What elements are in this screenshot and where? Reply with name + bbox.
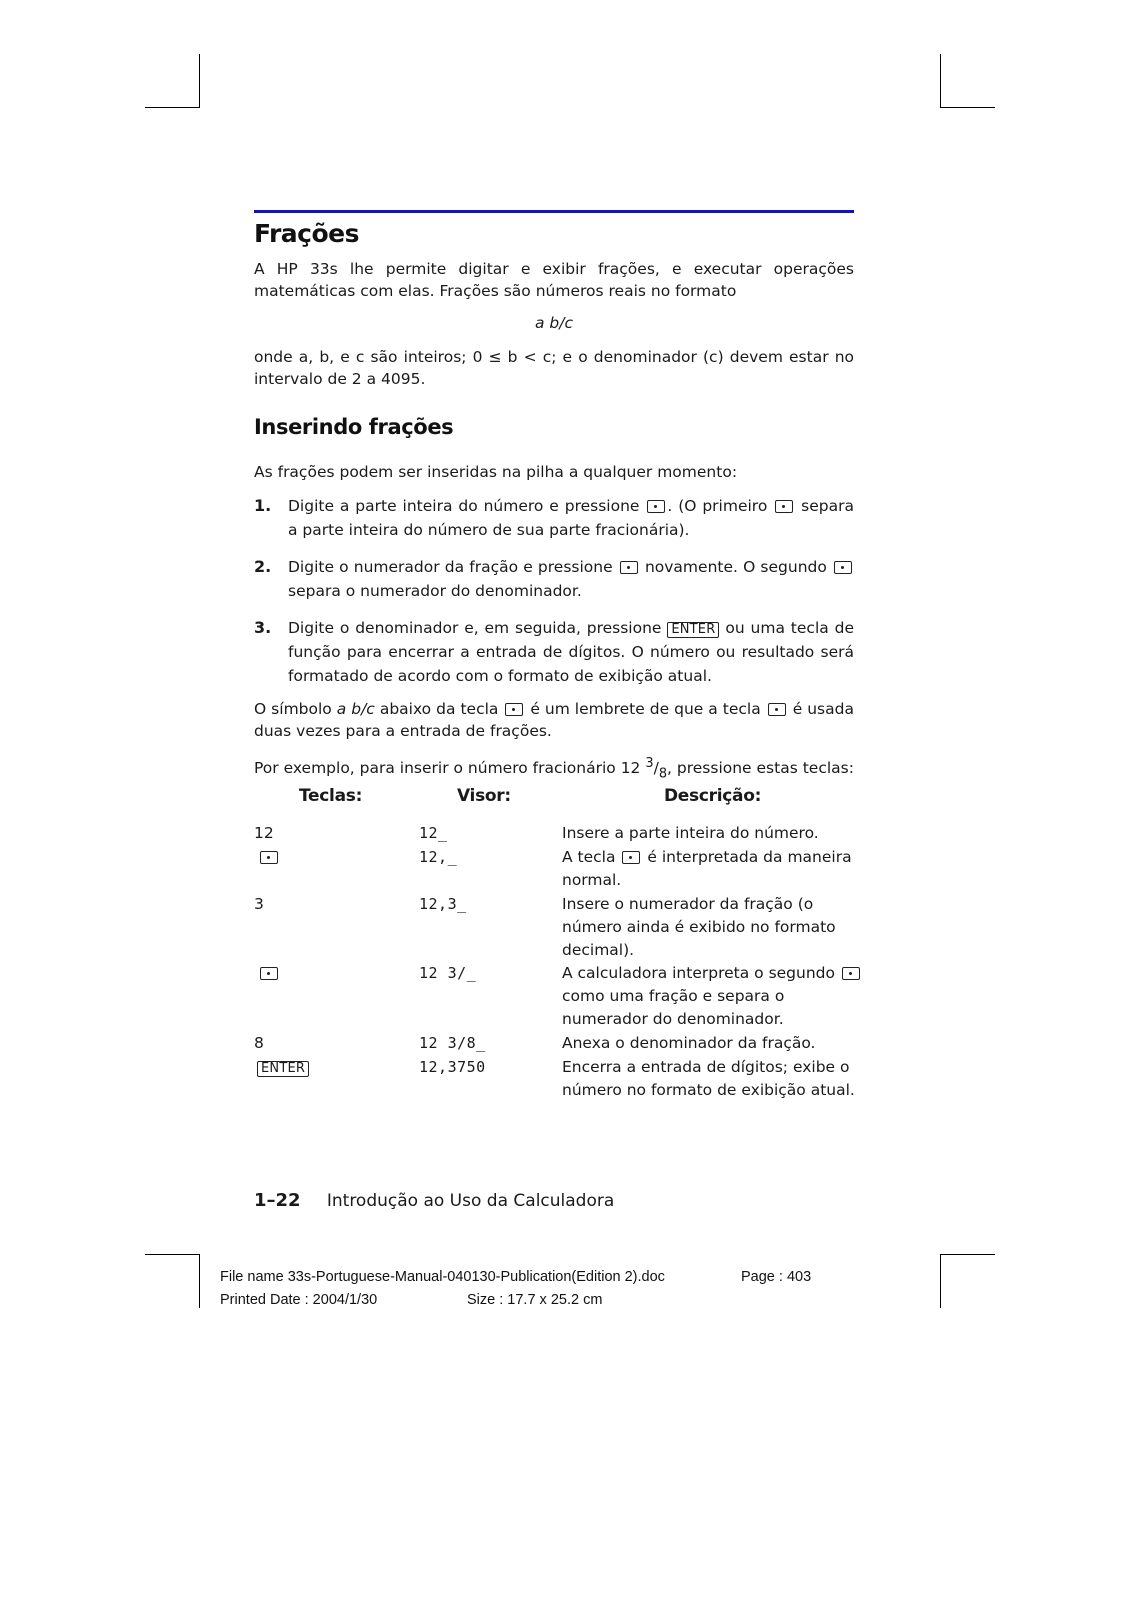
desc-text: como uma fração e separa o numerador do denominador. (562, 987, 785, 1028)
crop-mark (940, 107, 995, 108)
crop-mark (940, 1254, 995, 1255)
page-content (254, 210, 855, 1099)
enter-key-icon: ENTER (257, 1061, 309, 1077)
step-text: Digite o numerador da fração e pressione (288, 558, 613, 576)
step-text: Digite o denominador e, em seguida, pressione (288, 619, 662, 637)
table-key: 8 (254, 1034, 264, 1052)
crop-mark (940, 1254, 941, 1308)
decimal-key-icon (775, 500, 793, 513)
table-display: 12_ (419, 824, 448, 842)
table-display: 12 3/8_ (419, 1034, 486, 1052)
step-number: 2. (254, 557, 272, 576)
table-description: Insere o numerador da fração (o número ainda é exibido no formato decimal). (562, 895, 836, 959)
crop-mark (145, 107, 200, 108)
note-text: O símbolo (254, 700, 332, 718)
table-display: 12,_ (419, 848, 458, 866)
chapter-title: Introdução ao Uso da Calculadora (326, 1191, 615, 1211)
step-text: novamente. O segundo (644, 558, 827, 576)
desc-text: A tecla (562, 848, 616, 866)
decimal-key-icon (768, 703, 786, 716)
table-description: Insere a parte inteira do número. (562, 824, 819, 842)
step-text: . (O primeiro (667, 497, 768, 515)
example-text: Por exemplo, para inserir o número fracionário 12 (254, 759, 641, 778)
table-display: 12,3_ (419, 895, 467, 913)
step-text: separa a parte inteira do número de sua parte fracionária). (288, 497, 854, 539)
step-2 (288, 555, 854, 603)
decimal-key-icon (622, 851, 640, 864)
section-rule (254, 210, 854, 213)
table-key (258, 962, 280, 985)
decimal-key-icon (647, 500, 665, 513)
page-footer (254, 1190, 614, 1211)
file-name: File name 33s-Portuguese-Manual-040130-Publication(Edition 2).doc (220, 1269, 665, 1285)
table-description (562, 846, 862, 892)
step-1 (288, 494, 854, 542)
step-text: ou uma tecla de função para encerrar a entrada de dígitos. O número ou resultado será formatado de acordo com o formato de exibição atual. (288, 619, 854, 685)
step-text: separa o numerador do denominador. (288, 582, 582, 600)
step-3 (288, 616, 854, 688)
page-number: 1–22 (254, 1190, 301, 1211)
step-number: 3. (254, 618, 272, 637)
table-key (258, 846, 280, 869)
decimal-key-icon (842, 967, 860, 980)
crop-mark (199, 1254, 200, 1308)
decimal-key-icon (834, 561, 852, 574)
table-key: 3 (254, 895, 264, 913)
header-display: Visor: (457, 786, 511, 806)
fraction-numerator: 3 (645, 756, 654, 771)
subsection-title: Inserindo frações (254, 415, 454, 439)
enter-key-icon: ENTER (667, 622, 719, 638)
symbol-note (254, 698, 854, 742)
note-text: abaixo da tecla (379, 700, 499, 718)
header-description: Descrição: (664, 786, 762, 806)
table-description (562, 962, 862, 1031)
fraction-formula: a b/c (534, 314, 573, 332)
paper-size: Size : 17.7 x 25.2 cm (467, 1292, 603, 1308)
fraction-denominator: 8 (658, 766, 668, 782)
table-display: 12 3/_ (419, 964, 477, 982)
table-display: 12,3750 (419, 1058, 486, 1076)
desc-text: é interpretada da maneira normal. (562, 848, 852, 889)
crop-mark (199, 54, 200, 108)
example-text: , pressione estas teclas: (667, 759, 854, 778)
table-description: Anexa o denominador da fração. (562, 1034, 816, 1052)
printed-date: Printed Date : 2004/1/30 (220, 1292, 378, 1308)
table-description: Encerra a entrada de dígitos; exibe o número no formato de exibição atual. (562, 1058, 855, 1099)
note-text: é usada duas vezes para a entrada de frações. (254, 700, 854, 740)
step-text: Digite a parte inteira do número e pressione (288, 497, 640, 515)
note-text: é um lembrete de que a tecla (530, 700, 761, 718)
conditions-paragraph: onde a, b, e c são inteiros; 0 ≤ b < c; e o denominador (c) devem estar no intervalo de 2 a 4095. (254, 348, 854, 388)
decimal-key-icon (260, 851, 278, 864)
section-title: Frações (254, 219, 360, 248)
table-key: 12 (254, 824, 274, 842)
table-key (257, 1056, 309, 1079)
decimal-key-icon (260, 967, 278, 980)
example-intro: Por exemplo, para inserir o número fracionário 12 $^3/_8$, pressione estas teclas: (254, 756, 854, 782)
intro-paragraph: A HP 33s lhe permite digitar e exibir frações, e executar operações matemáticas com elas. Frações são números reais no formato (254, 260, 854, 300)
desc-text: A calculadora interpreta o segundo (562, 964, 835, 982)
note-symbol: a b/c (336, 700, 375, 718)
page-label: Page : 403 (741, 1269, 812, 1285)
decimal-key-icon (620, 561, 638, 574)
crop-mark (145, 1254, 200, 1255)
step-number: 1. (254, 496, 272, 515)
crop-mark (940, 54, 941, 108)
decimal-key-icon (505, 703, 523, 716)
subsection-intro: As frações podem ser inseridas na pilha a qualquer momento: (254, 463, 738, 481)
header-keys: Teclas: (299, 786, 363, 806)
